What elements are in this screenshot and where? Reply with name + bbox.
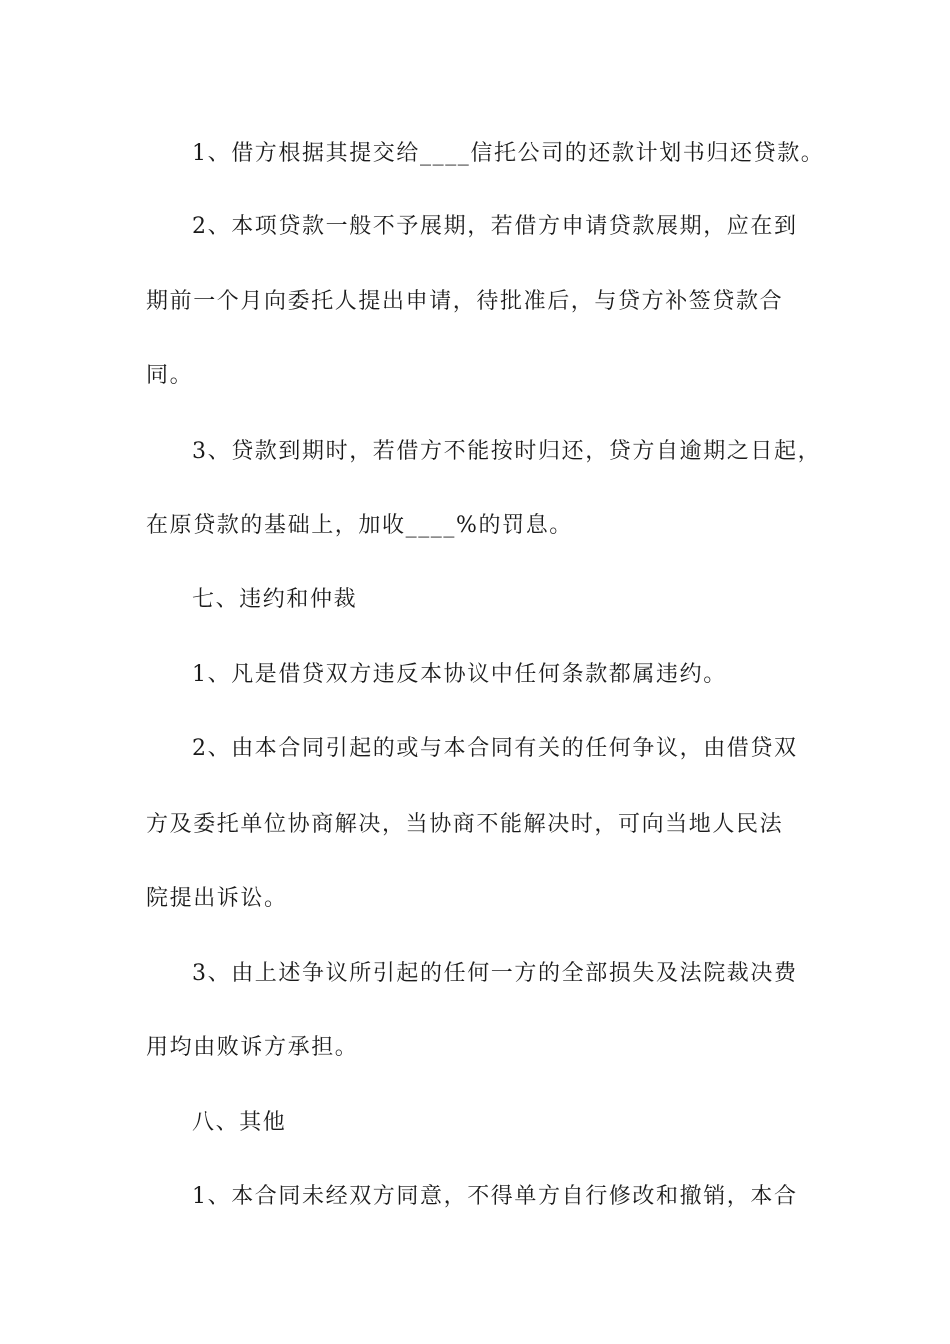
paragraph-breach-definition: 1、凡是借贷双方违反本协议中任何条款都属违约。 bbox=[192, 662, 727, 687]
paragraph-dispute-line-3: 院提出诉讼。 bbox=[146, 886, 288, 911]
section-heading-other: 八、其他 bbox=[192, 1110, 287, 1135]
paragraph-dispute-line-1: 2、由本合同引起的或与本合同有关的任何争议，由借贷双 bbox=[192, 736, 798, 761]
paragraph-repayment-plan: 1、借方根据其提交给____信托公司的还款计划书归还贷款。 bbox=[192, 141, 825, 166]
paragraph-dispute-line-2: 方及委托单位协商解决，当协商不能解决时，可向当地人民法 bbox=[146, 812, 784, 837]
section-heading-breach-arbitration: 七、违约和仲裁 bbox=[192, 587, 358, 612]
paragraph-overdue-line-1: 3、贷款到期时，若借方不能按时归还，贷方自逾期之日起， bbox=[192, 439, 822, 464]
paragraph-extension-line-3: 同。 bbox=[146, 363, 194, 388]
paragraph-losses-line-1: 3、由上述争议所引起的任何一方的全部损失及法院裁决费 bbox=[192, 961, 798, 986]
paragraph-overdue-line-2: 在原贷款的基础上，加收____%的罚息。 bbox=[146, 513, 573, 538]
paragraph-losses-line-2: 用均由败诉方承担。 bbox=[146, 1035, 359, 1060]
paragraph-extension-line-2: 期前一个月向委托人提出申请，待批准后，与贷方补签贷款合 bbox=[146, 289, 784, 314]
paragraph-extension-line-1: 2、本项贷款一般不予展期，若借方申请贷款展期，应在到 bbox=[192, 214, 798, 239]
paragraph-modification-line-1: 1、本合同未经双方同意，不得单方自行修改和撤销，本合 bbox=[192, 1184, 798, 1209]
